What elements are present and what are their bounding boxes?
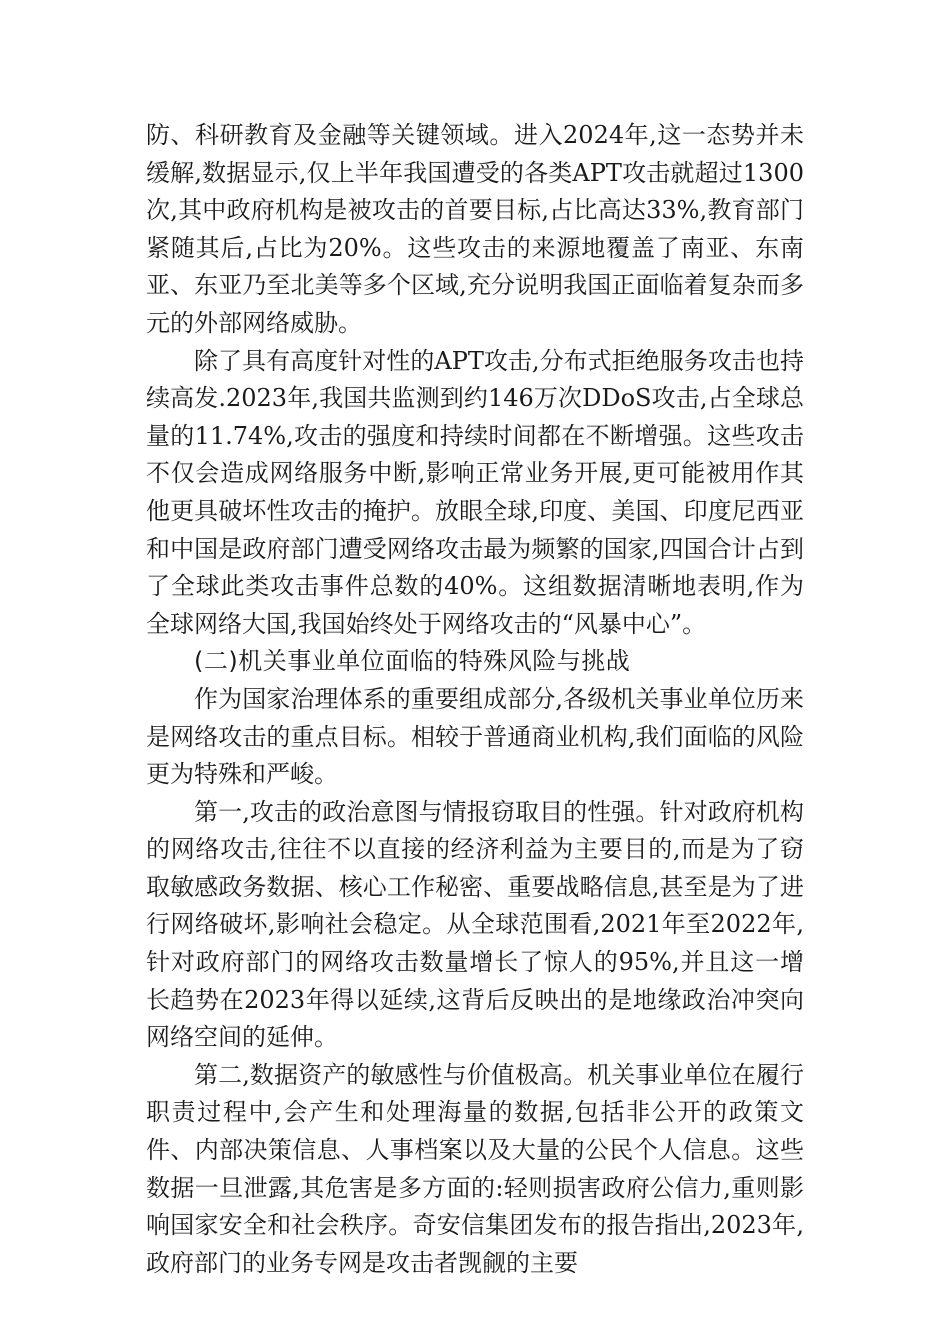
paragraph-point-one: 第一,攻击的政治意图与情报窃取目的性强。针对政府机构的网络攻击,往往不以直接的经济利益为主要目的,而是为了窃取敏感政务数据、核心工作秘密、重要战略信息,甚至是为了进行网络破坏,影响社会稳定。从全球范围看,2021年至2022年,针对政府部门的网络攻击数量增长了惊人的95%,并且这一增长趋势在2023年得以延续,这背后反映出的是地缘政治冲突向网络空间的延伸。	[146, 797, 804, 1052]
paragraph-ddos-attacks: 除了具有高度针对性的APT攻击,分布式拒绝服务攻击也持续高发.2023年,我国共监测到约146万次DDoS攻击,占全球总量的11.74%,攻击的强度和持续时间都在不断增强。这些攻击不仅会造成网络服务中断,影响正常业务开展,更可能被用作其他更具破坏性攻击的掩护。放眼全球,印度、美国、印度尼西亚和中国是政府部门遭受网络攻击最为频繁的国家,四国合计占到了全球此类攻击事件总数的40%。这组数据清晰地表明,作为全球网络大国,我国始终处于网络攻击的“风暴中心”。	[146, 346, 804, 638]
paragraph-continuation: 防、科研教育及金融等关键领域。进入2024年,这一态势并未缓解,数据显示,仅上半年我国遭受的各类APT攻击就超过1300次,其中政府机构是被攻击的首要目标,占比高达33%,教育部门紧随其后,占比为20%。这些攻击的来源地覆盖了南亚、东南亚、东亚乃至北美等多个区域,充分说明我国正面临着复杂而多元的外部网络威胁。	[146, 121, 804, 337]
document-body	[146, 117, 804, 1282]
paragraph-point-two: 第二,数据资产的敏感性与价值极高。机关事业单位在履行职责过程中,会产生和处理海量的数据,包括非公开的政策文件、内部决策信息、人事档案以及大量的公民个人信息。这些数据一旦泄露,其危害是多方面的:轻则损害政府公信力,重则影响国家安全和社会秩序。奇安信集团发布的报告指出,2023年,政府部门的业务专网是攻击者觊觎的主要	[146, 1060, 804, 1277]
paragraph-institutions-intro: 作为国家治理体系的重要组成部分,各级机关事业单位历来是网络攻击的重点目标。相较于普通商业机构,我们面临的风险更为特殊和严峻。	[146, 684, 804, 789]
section-heading: (二)机关事业单位面临的特殊风险与挑战	[194, 647, 631, 676]
